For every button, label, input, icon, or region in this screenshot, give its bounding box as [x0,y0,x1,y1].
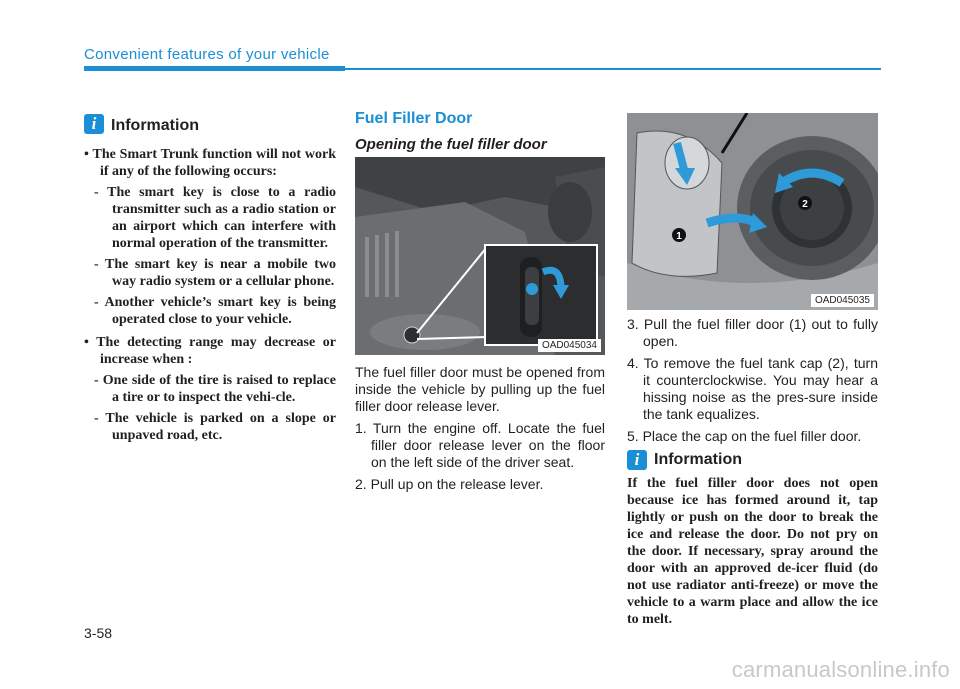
info-title: Information [111,117,199,134]
watermark: carmanualsonline.info [731,657,950,682]
info-bullet: • The detecting range may decrease or increase when : [84,335,336,367]
section-title: Fuel Filler Door [355,110,473,127]
intro-text: The fuel filler door must be opened from inside the vehicle by pulling up the fuel filler door release lever. [355,364,605,414]
fuel-instructions-left [355,364,605,493]
callout-1: 1 [676,231,682,242]
info-bullet: • The Smart Trunk function will not work if any of the following occurs: [84,147,336,179]
image-code: OAD045035 [811,294,874,307]
info-icon: i [84,114,104,134]
image-code: OAD045034 [538,339,601,352]
step-item: 2. Pull up on the release lever. [355,476,544,492]
info-icon: i [627,450,647,470]
callout-2: 2 [802,199,808,210]
step-item: 5. Place the cap on the fuel filler door. [627,428,862,444]
info-sub-item: - The smart key is near a mobile two way radio system or a cellular phone. [94,257,336,289]
fuel-cap-illustration [627,113,878,310]
release-lever-drawing [355,157,605,355]
sub-title: Opening the fuel filler door [355,136,547,153]
release-lever-illustration [355,157,605,355]
info-body [84,146,336,444]
info-title: Information [654,451,742,468]
header-title: Convenient features of your vehicle [84,46,330,63]
fuel-instructions-right [627,316,878,445]
info-body: If the fuel filler door does not open because ice has formed around it, tap lightly or push on the door to break the ice and release the door. Do not pry on the door. If necessary, spray around the door with an approved de-icer fluid (do not use radiator anti-freeze) or move the vehicle to a warm place and allow the ice to melt. [627,476,878,627]
info-sub-item: - The vehicle is parked on a slope or unpaved road, etc. [94,411,336,443]
info-sub-item: - The smart key is close to a radio transmitter such as a radio station or an airport which can interfere with normal operation of the transmitter. [94,185,336,251]
info-sub-item: - Another vehicle’s smart key is being operated close to your vehicle. [94,295,336,327]
step-item: 1. Turn the engine off. Locate the fuel filler door release lever on the floor on the left side of the driver seat. [355,420,605,470]
header-rule [345,68,881,70]
header-accent-bar [84,66,345,71]
page-number: 3-58 [84,625,113,641]
step-item: 3. Pull the fuel filler door (1) out to fully open. [627,316,878,349]
step-item: 4. To remove the fuel tank cap (2), turn it counterclockwise. You may hear a hissing noise as the pres-sure inside the tank equalizes. [627,355,878,422]
info-sub-item: - One side of the tire is raised to replace a tire or to inspect the vehi-cle. [94,373,336,405]
fuel-cap-drawing [627,113,878,310]
